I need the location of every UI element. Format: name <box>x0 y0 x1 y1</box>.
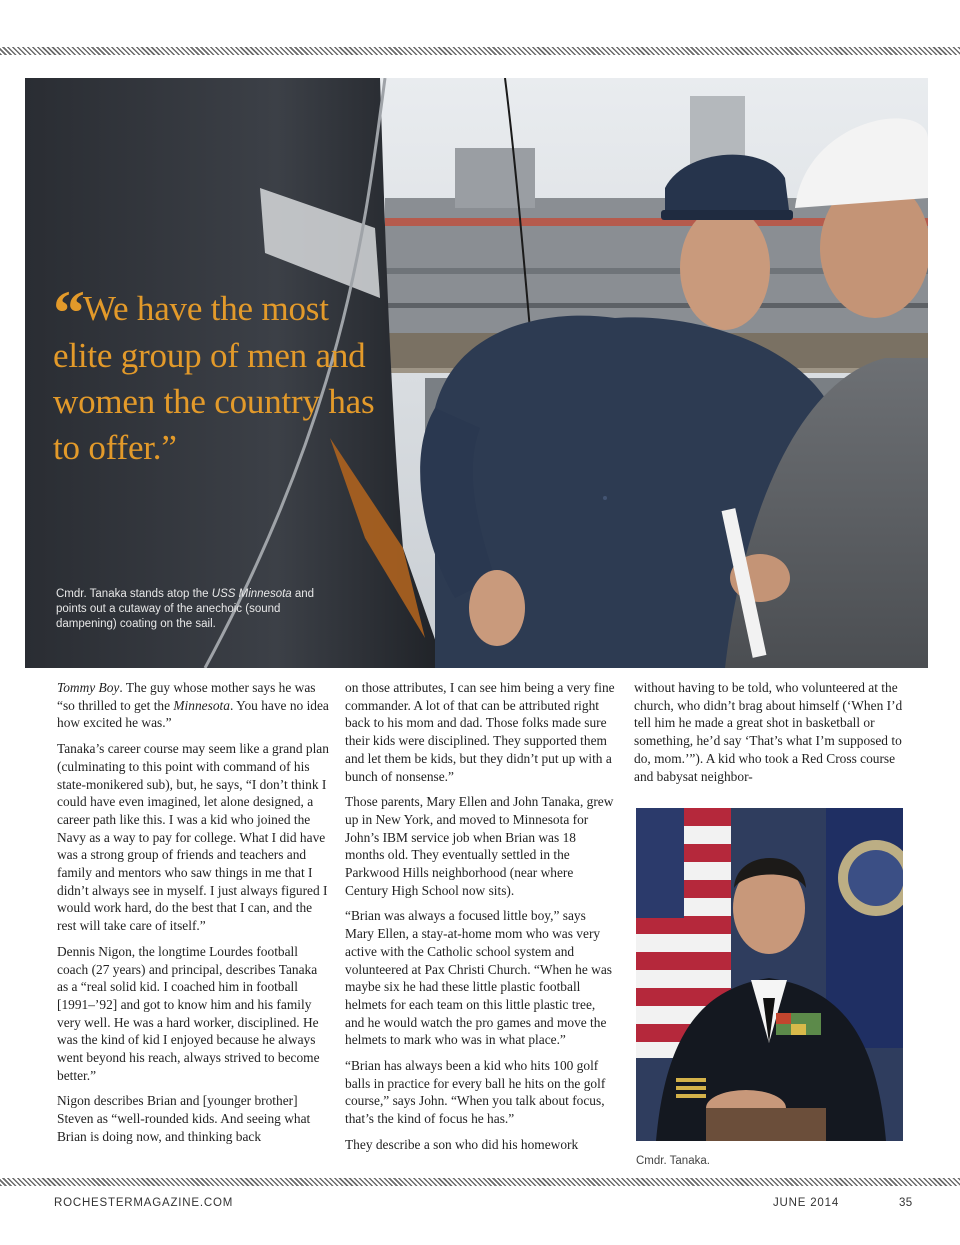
column1-paragraph-2: Tanaka’s career course may seem like a grand plan (culminating to this point with command of his state-monikered sub), but, he says, “I don’t think I could have even imagined, let alone designed, a career path like this. I was a kid who joined the Navy as a way to pay for college. What I did have was a strong group of friends and teachers and family and mentors who saw things in me that I didn’t always see in myself. I just always figured I would work hard, do the best that I can, and the rest will take care of itself.” <box>57 741 329 934</box>
column1-paragraph-1 <box>57 679 329 732</box>
article-column-2 <box>345 679 617 1162</box>
column2-paragraph-5: They describe a son who did his homework <box>345 1136 579 1152</box>
article-column-3 <box>634 679 904 793</box>
top-hatch-rule <box>0 47 960 55</box>
bottom-hatch-rule <box>0 1178 960 1186</box>
footer-page-number: 35 <box>899 1197 913 1209</box>
pull-quote-text: We have the most elite group of men and women the country has to offer.” <box>53 289 375 467</box>
ship-name: Minnesota <box>173 697 230 713</box>
footer-site: ROCHESTERMAGAZINE.COM <box>54 1197 234 1209</box>
quote-mark: “ <box>53 277 79 348</box>
hero-caption-before: Cmdr. Tanaka stands atop the <box>56 588 212 600</box>
hero-caption-ship: USS Minnesota <box>211 588 292 600</box>
article-column-1 <box>57 679 329 1154</box>
footer-date: JUNE 2014 <box>773 1197 840 1209</box>
column2-paragraph-4: “Brian has always been a kid who hits 100 golf balls in practice for every ball he hits on the golf course,” says John. “When you talk about focus, that’s the kind of focus he has.” <box>345 1058 606 1127</box>
column2-paragraph-2: Those parents, Mary Ellen and John Tanaka, grew up in New York, and moved to Minnesota for John’s IBM service job when Brian was 18 months old. They eventually settled in the Parkwood Hills neighborhood (near where Century High School now sits). <box>345 794 614 898</box>
column1-p1-text-b: . You have no idea how excited he was.” <box>57 697 329 731</box>
portrait-illustration <box>636 808 903 1141</box>
hero-photo <box>25 78 928 668</box>
column1-p1-text-a: . The guy whose mother says he was “so thrilled to get the <box>57 680 316 713</box>
hero-caption-after: and points out a cutaway of the anechoic (sound dampening) coating on the sail. <box>56 588 315 630</box>
film-title: Tommy Boy <box>57 680 120 695</box>
portrait-photo <box>636 808 903 1141</box>
column1-paragraph-4: Nigon describes Brian and [younger brother] Steven as “well-rounded kids. And seeing what Brian is doing now, and thinking back <box>57 1093 311 1144</box>
column2-paragraph-1: on those attributes, I can see him being a very fine commander. A lot of that can be attributed right back to his mom and dad. Those folks made sure their kids were disciplined. They supported them and let them be kids, but they didn’t put up with a bunch of nonsense.” <box>345 680 615 784</box>
pull-quote <box>53 277 393 471</box>
portrait-caption: Cmdr. Tanaka. <box>636 1155 710 1167</box>
column2-paragraph-3: “Brian was always a focused little boy,” says Mary Ellen, a stay-at-home mom who was very active with the Catholic school system and volunteered at Pax Christi Church. “When he was maybe six he had these little plastic football helmets for each team on this little plastic tree, and he would watch the pro games and move the helmets to mark who was in what place.” <box>345 908 612 1048</box>
column3-paragraph-1: without having to be told, who volunteered at the church, who didn’t brag about himself (‘When I’d tell him he made a great shot in basketball or something, he’d say ‘That’s what I’m supposed to do, mom.’”). A kid who took a Red Cross course and babysat neighbor- <box>634 680 903 784</box>
column1-paragraph-3: Dennis Nigon, the longtime Lourdes football coach (27 years) and principal, describes Tanaka as a “real solid kid. I coached him in football [1991–’92] and got to know him and his family very well. He was a hard worker, disciplined. He was the kind of kid I enjoyed because he always went beyond his reach, always strived to become better.” <box>57 943 320 1083</box>
hero-caption <box>56 587 326 632</box>
